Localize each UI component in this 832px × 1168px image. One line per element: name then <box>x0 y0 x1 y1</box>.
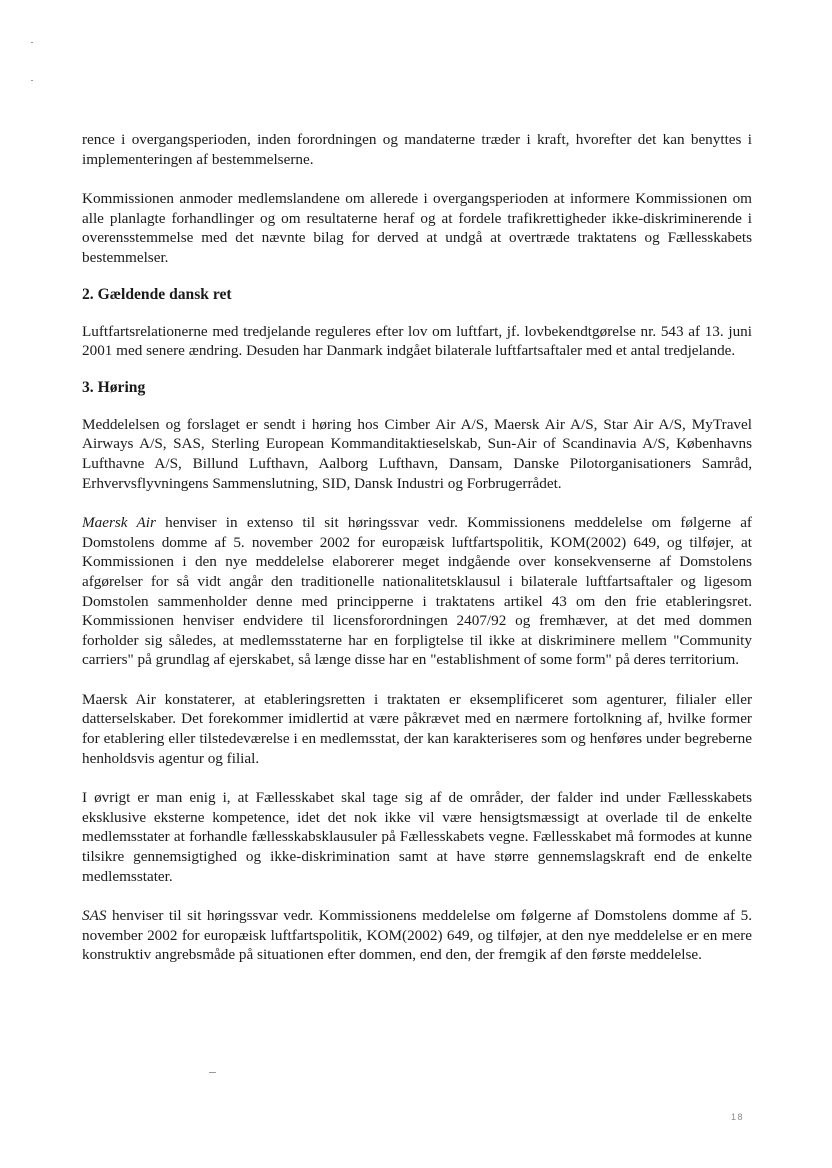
maersk-air-text: henviser in extenso til sit høringssvar vedr. Kommissionens meddelelse om følgerne af Domstolens domme af 5. november 2002 for europæisk luftfartspolitik, KOM(2002) 649, og tilføjer, at Kommissionen i den nye meddelelse elaborerer meget indgående over konsekvenserne af Domstolens afgørelser for så vidt angår den traditionelle nationalitetsklausul i bilaterale luftfartsaftaler og ligesom Domstolen sammenholder denne med principperne i traktatens artikel 43 om den frie etableringsret. Kommissionen henviser endvidere til licensforordningen 2407/92 og fremhæver, at det med dommen forholder sig således, at medlemsstaterne har en forpligtelse til ikke at diskriminere mellem "Community carriers" på grundlag af ejerskabet, så længe disse har en "establishment of some form" på deres territorium. <box>82 514 752 669</box>
scan-speck <box>209 1072 216 1073</box>
sas-text: henviser til sit høringssvar vedr. Kommissionens meddelelse om følgerne af Domstolens domme af 5. november 2002 for europæisk luftfartspolitik, KOM(2002) 649, og tilføjer, at den nye meddelelse er en mere konstruktiv angrebsmåde på situationen efter dommen, end den, der fremgik af den første meddelelse. <box>82 907 752 964</box>
paragraph-danish-law: Luftfartsrelationerne med tredjelande reguleres efter lov om luftfart, jf. lovbekendtgørelse nr. 543 af 13. juni 2001 med senere ændring. Desuden har Danmark indgået bilaterale luftfartsaftaler med et antal tredjelande. <box>82 322 752 360</box>
paragraph-maersk-air <box>82 513 752 670</box>
heading-danish-law: 2. Gældende dansk ret <box>82 285 232 303</box>
paragraph-community-competence: I øvrigt er man enig i, at Fællesskabet skal tage sig af de områder, der falder ind under Fællesskabets eksklusive eksterne kompetence, idet det nok ikke vil være hensigtsmæssigt at overlade til de enkelte medlemsstater at forhandle fællesskabsklausuler på Fællesskabets vegne. Fællesskabet må formodes at kunne tilsikre gennemsigtighed og ikke-diskrimination samt at have større gennemslagskraft end de enkelte medlemsstater. <box>82 789 752 885</box>
paragraph-continuation: rence i overgangsperioden, inden forordningen og mandaterne træder i kraft, hvorefter det kan benyttes i implementeringen af bestemmelserne. <box>82 131 752 168</box>
paragraph-sas <box>82 906 752 965</box>
sas-lead: SAS <box>82 907 107 925</box>
paragraph-commission-request: Kommissionen anmoder medlemslandene om allerede i overgangsperioden at informere Kommissionen om alle planlagte forhandlinger og om resultaterne heraf og at fordele trafikrettigheder ikke-diskriminerende i overensstemmelse med det nævnte bilag for derved at undgå at overtræde traktatens og Fællesskabets bestemmelser. <box>82 190 752 266</box>
maersk-air-lead: Maersk Air <box>82 514 156 532</box>
paragraph-maersk-establishment: Maersk Air konstaterer, at etableringsretten i traktaten er eksemplificeret som agenturer, filialer eller datterselskaber. Det forekommer imidlertid at være påkrævet med en nærmere fortolkning af, hvilke former for etablering eller tilstedeværelse i en medlemsstat, der kan karakteriseres som og henføres under begreberne henholdsvis agentur og filial. <box>82 690 752 767</box>
document-body <box>82 130 752 965</box>
page-number: 18 <box>731 1112 745 1122</box>
scan-speck <box>31 42 33 43</box>
heading-consultation: 3. Høring <box>82 378 146 396</box>
paragraph-consultation-list: Meddelelsen og forslaget er sendt i høring hos Cimber Air A/S, Maersk Air A/S, Star Air A/S, MyTravel Airways A/S, SAS, Sterling European Kommanditaktieselskab, Sun-Air of Scandinavia A/S, Københavns Lufthavne A/S, Billund Lufthavn, Aalborg Lufthavn, Dansam, Danske Pilotorganisationers Samråd, Erhvervsflyvningens Sammenslutning, SID, Dansk Industri og Forbrugerrådet. <box>82 415 752 492</box>
scan-speck <box>31 80 33 81</box>
